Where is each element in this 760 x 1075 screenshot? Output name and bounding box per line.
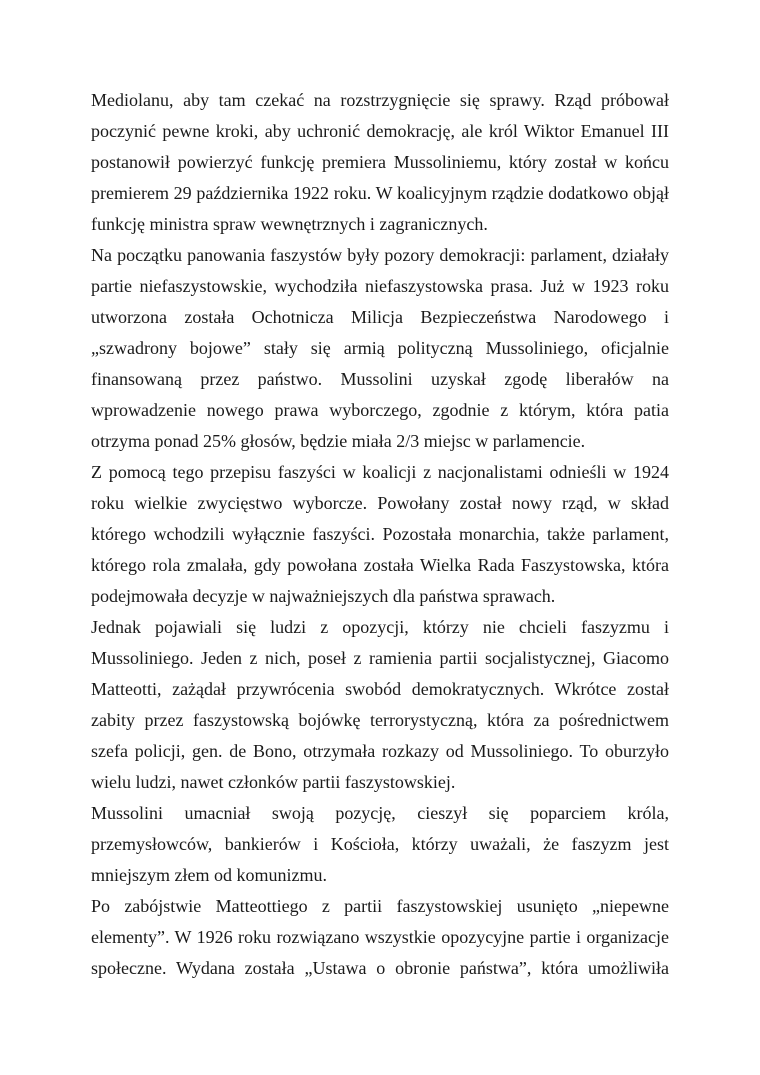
text-line: elementy”. W 1926 roku rozwiązano wszystkie opozycyjne partie i organizacje (91, 927, 669, 947)
text-line: finansowaną przez państwo. Mussolini uzyskał zgodę liberałów na (91, 369, 669, 389)
text-line: roku wielkie zwycięstwo wyborcze. Powołany został nowy rząd, w skład (91, 493, 669, 513)
text-line: Mediolanu, aby tam czekać na rozstrzygnięcie się sprawy. Rząd próbował (91, 90, 669, 110)
text-line: postanowił powierzyć funkcję premiera Mussoliniemu, który został w końcu (91, 152, 669, 172)
text-line: Mussolini umacniał swoją pozycję, cieszył się poparciem króla, (91, 803, 669, 823)
text-line: przemysłowców, bankierów i Kościoła, którzy uważali, że faszyzm jest (91, 834, 669, 854)
text-line: Z pomocą tego przepisu faszyści w koalicji z nacjonalistami odnieśli w 1924 (91, 462, 669, 482)
text-line: którego rola zmalała, gdy powołana została Wielka Rada Faszystowska, która (91, 555, 669, 575)
paragraph-1 (91, 85, 669, 240)
text-line: poczynić pewne kroki, aby uchronić demokrację, ale król Wiktor Emanuel III (91, 121, 669, 141)
text-line: mniejszym złem od komunizmu. (91, 865, 327, 885)
paragraph-5 (91, 798, 669, 891)
text-line: „szwadrony bojowe” stały się armią polityczną Mussoliniego, oficjalnie (91, 338, 669, 358)
paragraph-3 (91, 457, 669, 612)
text-line: Matteotti, zażądał przywrócenia swobód demokratycznych. Wkrótce został (91, 679, 669, 699)
text-line: otrzyma ponad 25% głosów, będzie miała 2/3 miejsc w parlamencie. (91, 431, 586, 451)
text-line: partie niefaszystowskie, wychodziła niefaszystowska prasa. Już w 1923 roku (91, 276, 669, 296)
text-line: premierem 29 października 1922 roku. W koalicyjnym rządzie dodatkowo objął (91, 183, 669, 203)
text-line: Na początku panowania faszystów były pozory demokracji: parlament, działały (91, 245, 669, 265)
text-line: Jednak pojawiali się ludzi z opozycji, którzy nie chcieli faszyzmu i (91, 617, 669, 637)
text-line: wprowadzenie nowego prawa wyborczego, zgodnie z którym, która patia (91, 400, 669, 420)
text-line: utworzona została Ochotnicza Milicja Bezpieczeństwa Narodowego i (91, 307, 669, 327)
text-line: funkcję ministra spraw wewnętrznych i zagranicznych. (91, 214, 488, 234)
paragraph-6 (91, 891, 669, 984)
text-line: podejmowała decyzje w najważniejszych dla państwa sprawach. (91, 586, 556, 606)
text-line: Po zabójstwie Matteottiego z partii faszystowskiej usunięto „niepewne (91, 896, 669, 916)
paragraph-2 (91, 240, 669, 457)
text-line: zabity przez faszystowską bojówkę terrorystyczną, która za pośrednictwem (91, 710, 669, 730)
text-line: którego wchodzili wyłącznie faszyści. Pozostała monarchia, także parlament, (91, 524, 669, 544)
text-line: wielu ludzi, nawet członków partii faszystowskiej. (91, 772, 456, 792)
text-line: Mussoliniego. Jeden z nich, poseł z ramienia partii socjalistycznej, Giacomo (91, 648, 669, 668)
text-line: szefa policji, gen. de Bono, otrzymała rozkazy od Mussoliniego. To oburzyło (91, 741, 669, 761)
text-line: społeczne. Wydana została „Ustawa o obronie państwa”, która umożliwiła (91, 958, 669, 978)
paragraph-4 (91, 612, 669, 798)
